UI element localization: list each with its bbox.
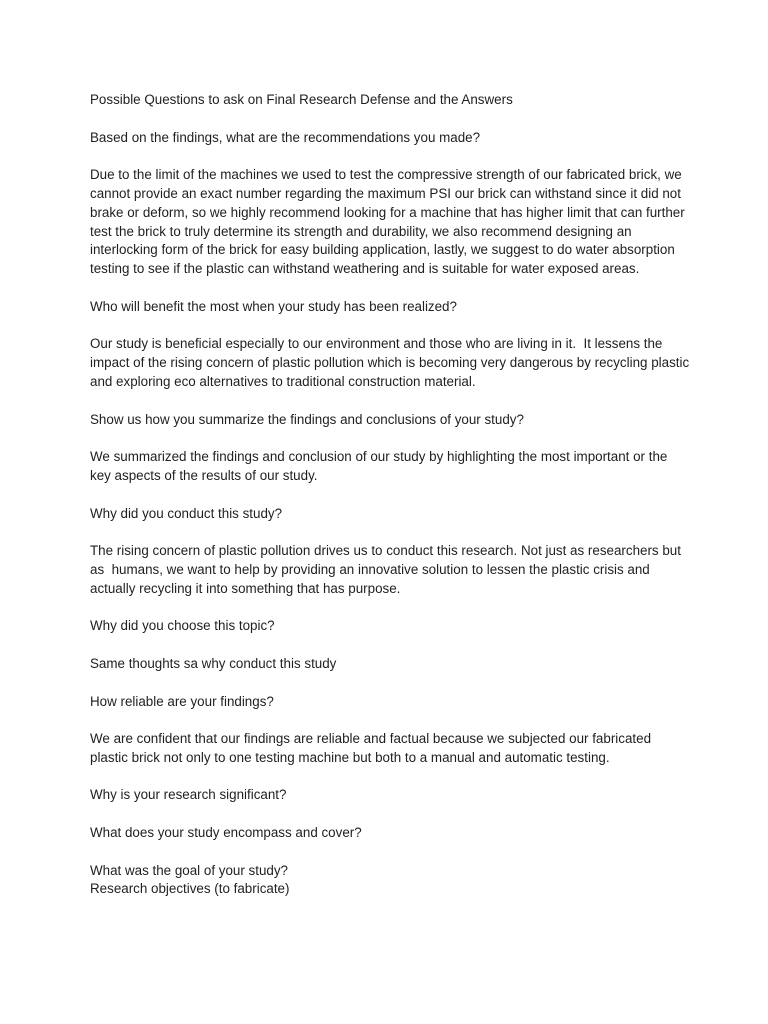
answer-text: Due to the limit of the machines we used to test the compressive strength of our fabricated brick, we cannot provide an exact number regarding the maximum PSI our brick can withstand since it did not brake or deform, so we highly recommend looking for a machine that has higher limit that can further test the brick to truly determine its strength and durability, we also recommend designing an interlocking form of the brick for easy building application, lastly, we suggest to do water absorption testing to see if the plastic can withstand weathering and is suitable for water exposed areas. (90, 167, 689, 277)
question-text: Show us how you summarize the findings and conclusions of your study? (90, 411, 524, 427)
answer-text: Research objectives (to fabricate) (90, 881, 290, 897)
question-text: What was the goal of your study? (90, 862, 288, 878)
document-body (90, 91, 693, 899)
answer-text: We summarized the findings and conclusion of our study by highlighting the most important or the key aspects of the results of our study. (90, 449, 675, 483)
question-text: What does your study encompass and cover? (90, 825, 362, 841)
question-text: Why did you choose this topic? (90, 618, 275, 634)
question-text: Based on the findings, what are the recommendations you made? (90, 129, 481, 145)
question-text: How reliable are your findings? (90, 693, 274, 709)
question-text: Who will benefit the most when your study has been realized? (90, 298, 457, 314)
answer-text: We are confident that our findings are reliable and factual because we subjected our fabricated plastic brick not only to one testing machine but both to a manual and automatic testing. (90, 731, 655, 765)
question-text: Why is your research significant? (90, 787, 287, 803)
answer-text: Same thoughts sa why conduct this study (90, 655, 337, 671)
question-text: Why did you conduct this study? (90, 505, 283, 521)
document-title: Possible Questions to ask on Final Research Defense and the Answers (90, 92, 513, 107)
answer-text: The rising concern of plastic pollution drives us to conduct this research. Not just as researchers but as humans, we want to help by providing an innovative solution to lessen the plastic crisis and actually recycling it into something that has purpose. (90, 543, 685, 596)
answer-text: Our study is beneficial especially to our environment and those who are living in it. It lessens the impact of the rising concern of plastic pollution which is becoming very dangerous by recycling plastic and exploring eco alternatives to traditional construction material. (90, 336, 693, 389)
